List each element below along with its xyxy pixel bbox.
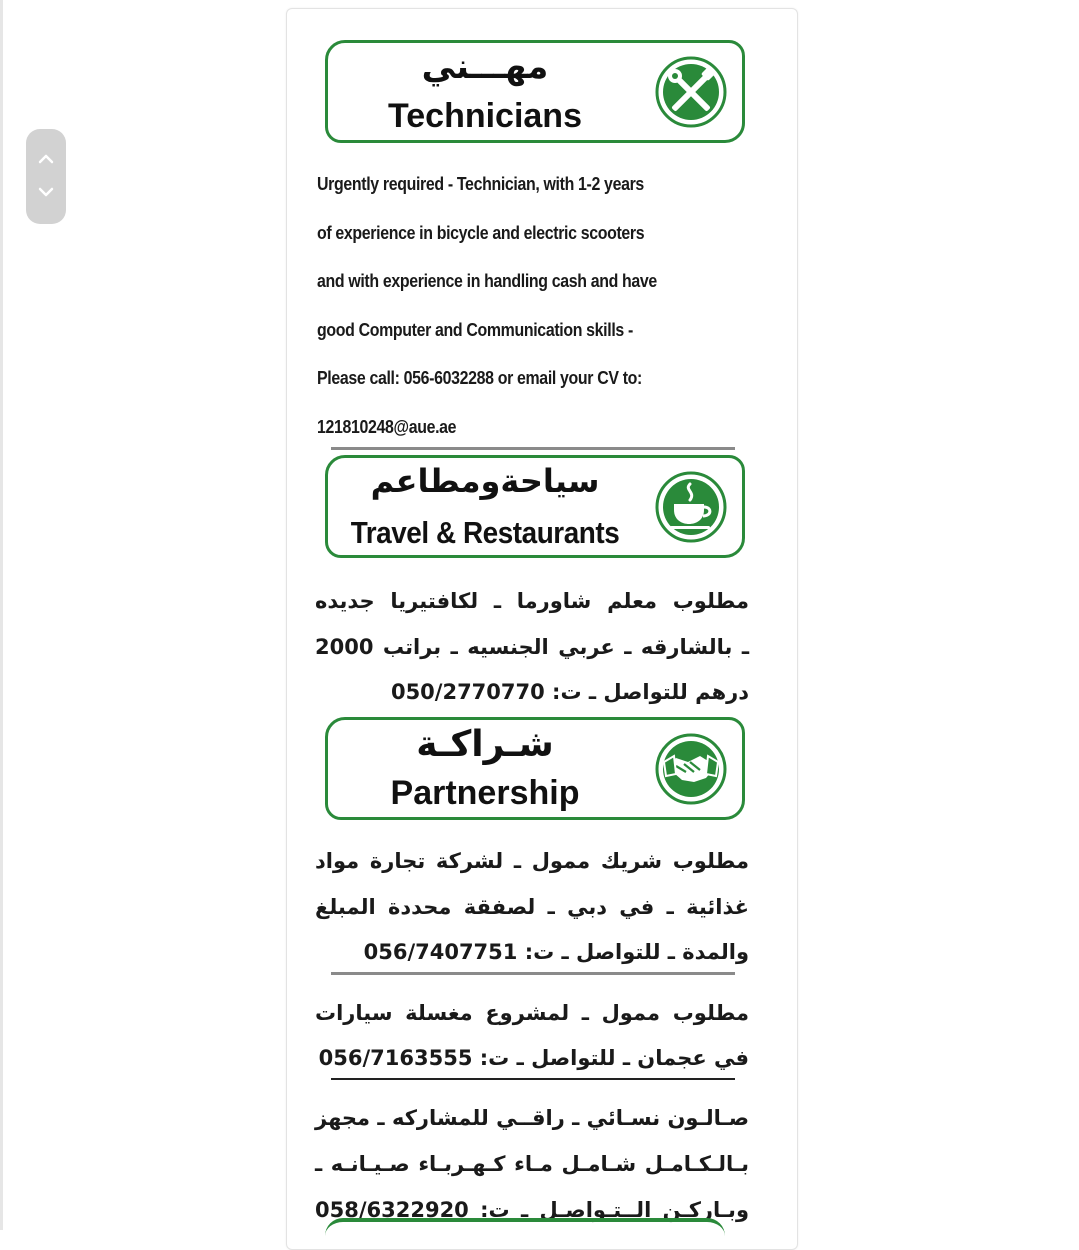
chevron-down-icon[interactable] bbox=[26, 172, 66, 212]
coffee-cup-icon bbox=[654, 470, 728, 544]
ad-line: Please call: 056-6032288 or email your CV to: bbox=[317, 367, 642, 388]
ad-divider bbox=[331, 972, 735, 975]
ad-line: and with experience in handling cash and have bbox=[317, 270, 657, 291]
partnership-ad-3 bbox=[315, 1095, 749, 1233]
partnership-ad-2 bbox=[315, 991, 749, 1081]
ad-line: في عجمان ـ للتواصل ـ ت: 056/7163555 bbox=[318, 1046, 749, 1070]
ad-line: 121810248@aue.ae bbox=[317, 415, 457, 437]
technicians-title-ar: مهـــني bbox=[421, 47, 549, 87]
technicians-title-en: Technicians bbox=[388, 97, 582, 135]
travel-title-en: Travel & Restaurants bbox=[350, 515, 620, 550]
partnership-ad-1 bbox=[315, 839, 749, 976]
next-section-header-edge bbox=[325, 1218, 725, 1238]
travel-ad bbox=[315, 579, 749, 716]
ad-line: بـالـكـامـل شـامـل مـاء كـهـربـاء صـيـانـه ـ bbox=[315, 1152, 749, 1176]
window-edge bbox=[0, 0, 3, 1230]
ad-line: درهم للتواصل ـ ت: 050/2770770 bbox=[390, 680, 749, 704]
ad-line: غذائية ـ في دبي ـ لصفقة محددة المبلغ bbox=[315, 894, 749, 919]
ad-divider bbox=[331, 447, 735, 450]
wrench-screwdriver-icon bbox=[654, 55, 728, 129]
ad-line: good Computer and Communication skills - bbox=[317, 318, 633, 340]
handshake-icon bbox=[654, 732, 728, 806]
page-scroll-control[interactable] bbox=[26, 129, 66, 224]
ad-line: مطلوب معلم شاورما ـ لكافتيريا جديده bbox=[315, 589, 749, 613]
classified-ads-page bbox=[286, 8, 798, 1250]
technicians-header bbox=[325, 40, 745, 143]
partnership-header bbox=[325, 717, 745, 820]
ad-line: والمدة ـ للتواصل ـ ت: 056/7407751 bbox=[363, 940, 749, 964]
ad-divider bbox=[331, 1078, 735, 1080]
ad-line: مطلوب ممول ـ لمشروع مغسلة سيارات bbox=[315, 1001, 749, 1025]
ad-line: ـ بالشارقه ـ عربي الجنسيه ـ براتب 2000 bbox=[315, 634, 749, 659]
ad-line: of experience in bicycle and electric scooters bbox=[317, 221, 645, 243]
ad-line: وبـاركـن الــتـواصـل ـ ت: 058/6322920 bbox=[315, 1198, 749, 1222]
travel-header bbox=[325, 455, 745, 558]
ad-line: مطلوب شريك ممول ـ لشركة تجارة مواد bbox=[315, 849, 749, 873]
ad-line: Urgently required - Technician, with 1-2 years bbox=[317, 173, 644, 194]
technicians-ad bbox=[317, 160, 749, 451]
partnership-title-ar: شـراكـة bbox=[416, 724, 554, 765]
travel-title-ar: سياحةومطاعم bbox=[370, 462, 600, 500]
partnership-title-en: Partnership bbox=[390, 774, 580, 812]
ad-line: صـالـون نسـائي ـ راقــي للمشاركه ـ مجهز bbox=[315, 1106, 749, 1130]
